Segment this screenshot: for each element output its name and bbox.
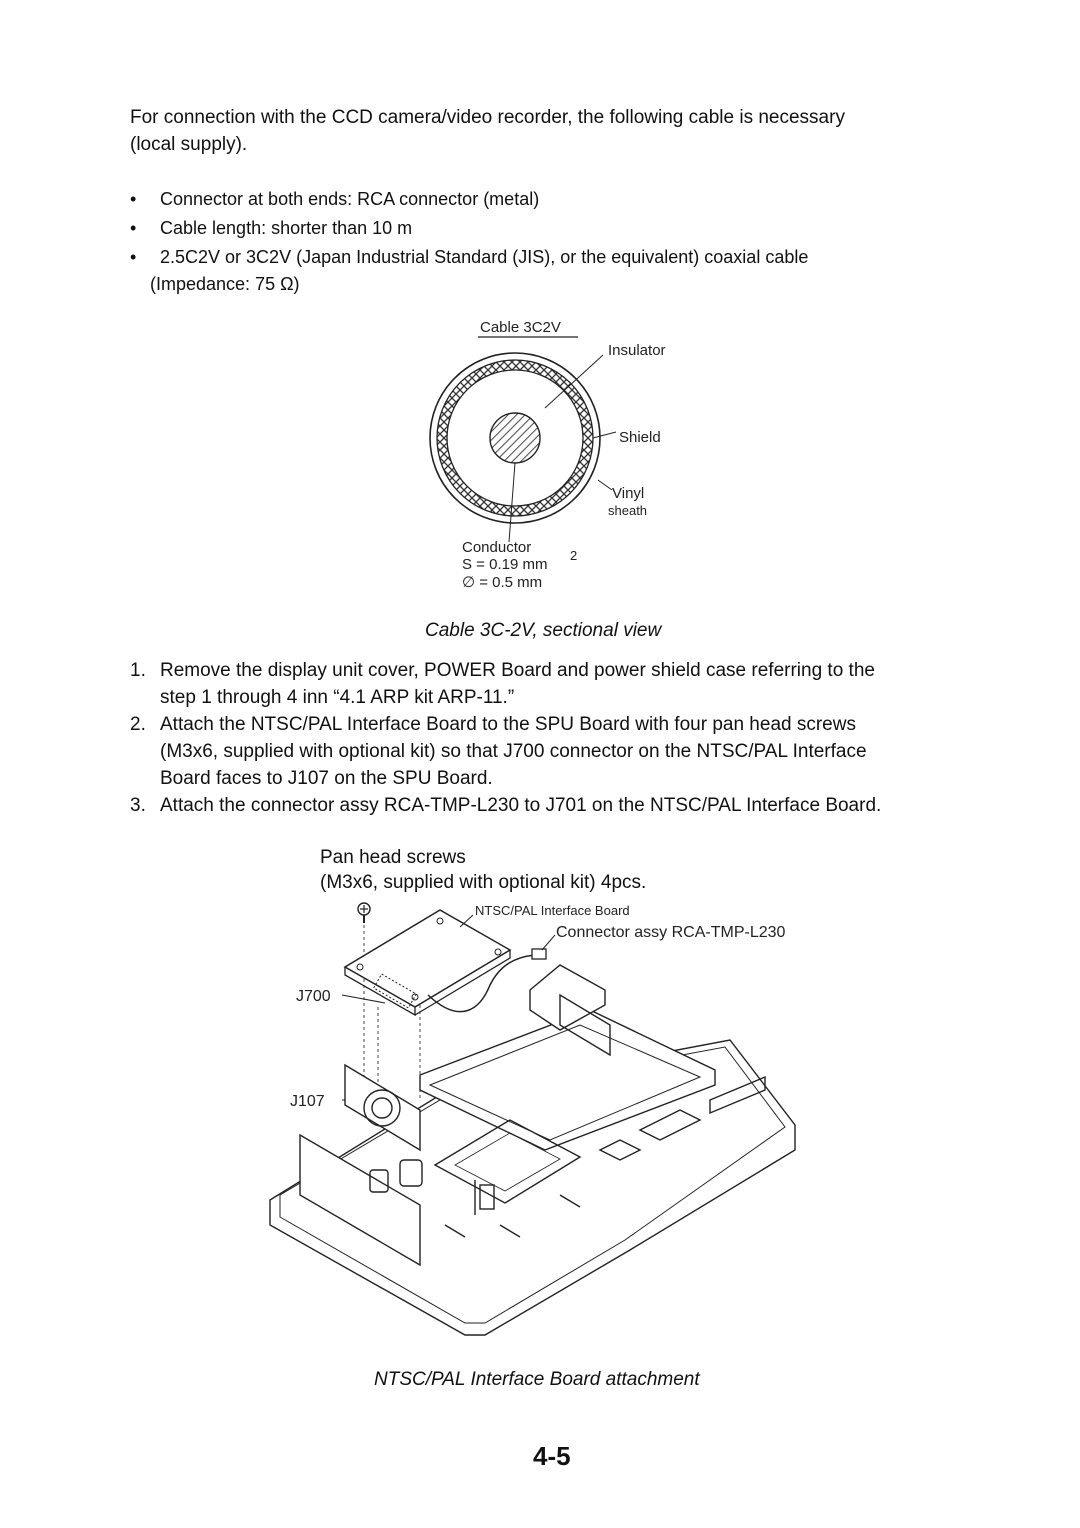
screws-label-line-2: (M3x6, supplied with optional kit) 4pcs.	[320, 872, 647, 893]
step-line: Board faces to J107 on the SPU Board.	[160, 768, 493, 789]
j107-label: J107	[290, 1093, 325, 1110]
step-line: Remove the display unit cover, POWER Board and power shield case referring to the	[160, 660, 875, 681]
bullet-glyph: •	[130, 247, 137, 267]
step-line: step 1 through 4 inn “4.1 ARP kit ARP-11.”	[160, 687, 515, 708]
step-number: 1.	[130, 660, 146, 681]
bullet-item-continuation	[150, 271, 300, 298]
conductor-area-unit-sup: 2	[570, 548, 578, 563]
rca-connector	[532, 949, 546, 959]
j700-leader	[342, 995, 385, 1003]
bullet-text: 2.5C2V or 3C2V (Japan Industrial Standard (JIS), or the equivalent) coaxial cable	[160, 247, 809, 267]
step-line: Attach the NTSC/PAL Interface Board to the SPU Board with four pan head screws	[160, 714, 856, 735]
shield-label: Shield	[619, 429, 661, 446]
vinyl-leader	[598, 480, 612, 490]
conductor	[490, 413, 540, 463]
intro-paragraph	[130, 104, 950, 158]
conductor-diameter: ∅ = 0.5 mm	[462, 574, 543, 591]
j700-label: J700	[296, 988, 331, 1005]
page-number: 4-5	[533, 1441, 571, 1471]
cable-title: Cable 3C2V	[480, 319, 561, 336]
step-line: Attach the connector assy RCA-TMP-L230 to J701 on the NTSC/PAL Interface Board.	[160, 795, 882, 816]
board-label: NTSC/PAL Interface Board	[475, 903, 630, 918]
bullet-glyph: •	[130, 189, 137, 209]
cable-section-figure	[400, 310, 700, 600]
vinyl-label: Vinyl	[612, 485, 645, 502]
bullet-glyph: •	[130, 218, 137, 238]
bullet-text: (Impedance: 75 Ω)	[150, 274, 300, 294]
bullet-text: Cable length: shorter than 10 m	[160, 218, 413, 238]
intro-line-1: For connection with the CCD camera/video recorder, the following cable is necessary	[130, 107, 845, 128]
screw-icon	[358, 903, 370, 923]
board-attachment-figure	[260, 895, 840, 1345]
step-line: (M3x6, supplied with optional kit) so that J700 connector on the NTSC/PAL Interface	[160, 741, 867, 762]
screws-label	[320, 845, 646, 895]
connector-label: Connector assy RCA-TMP-L230	[556, 924, 786, 941]
step-number: 2.	[130, 714, 146, 735]
cable-figure-caption: Cable 3C-2V, sectional view	[425, 620, 662, 641]
conductor-label: Conductor	[462, 539, 532, 556]
screws-label-line-1: Pan head screws	[320, 847, 466, 868]
conductor-area: S = 0.19 mm	[462, 556, 548, 573]
intro-line-2: (local supply).	[130, 134, 248, 155]
interface-board	[345, 910, 510, 1015]
insulator-label: Insulator	[608, 342, 666, 359]
sheath-label: sheath	[608, 503, 648, 518]
display-unit-chassis	[270, 965, 795, 1335]
bullet-text: Connector at both ends: RCA connector (metal)	[160, 189, 540, 209]
board-figure-caption: NTSC/PAL Interface Board attachment	[374, 1369, 700, 1390]
connector-label-leader	[542, 935, 555, 950]
step-number: 3.	[130, 795, 146, 816]
